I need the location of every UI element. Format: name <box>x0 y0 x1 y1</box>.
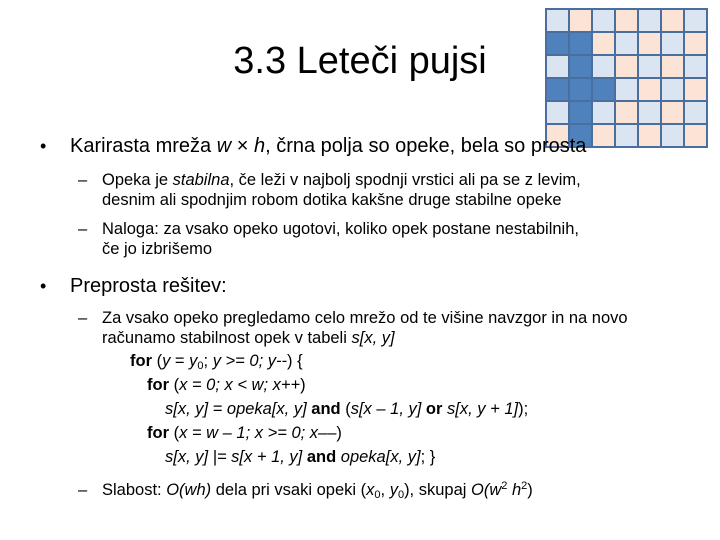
grid-cell-empty <box>616 102 637 123</box>
grid-cell-empty <box>639 79 660 100</box>
bullet-marker: • <box>40 276 47 296</box>
grid-cell-brick <box>570 33 591 54</box>
grid-cell-empty <box>662 102 683 123</box>
grid-cell-empty <box>616 10 637 31</box>
sub-bullet-marker: – <box>78 171 88 189</box>
bullet-text: Preprosta rešitev: <box>70 275 227 297</box>
grid-cell-empty <box>593 56 614 77</box>
grid-cell-empty <box>662 79 683 100</box>
grid-cell-brick <box>570 79 591 100</box>
grid-cell-empty <box>662 10 683 31</box>
grid-cell-empty <box>685 102 706 123</box>
grid-cell-brick <box>547 33 568 54</box>
grid-cell-empty <box>616 33 637 54</box>
code-line-3: s[x, y] = opeka[x, y] and (s[x – 1, y] or s[x, y + 1]); <box>165 400 529 418</box>
brick-grid <box>545 8 708 148</box>
grid-cell-empty <box>593 10 614 31</box>
grid-cell-empty <box>593 102 614 123</box>
sub-bullet-stable-definition: – Opeka je stabilna, če leži v najbolj spodnji vrstici ali pa se z levim, desnim ali spodnjim robom dotika kakšne druge stabilne opeke <box>78 171 581 209</box>
grid-cell-empty <box>685 33 706 54</box>
grid-cell-empty <box>662 125 683 146</box>
grid-cell-empty <box>616 56 637 77</box>
sub-bullet-approach: – Za vsako opeko pregledamo celo mrežo od te višine navzgor in na novo računamo stabilnost opek v tabeli s[x, y] <box>78 309 628 347</box>
grid-cell-brick <box>570 102 591 123</box>
bullet-grid-description <box>40 134 586 158</box>
sub-bullet-weakness: – Slabost: O(wh) dela pri vsaki opeki ($x_0$, $y_0$), skupaj $O(w^2$ $h^2$) <box>78 480 533 501</box>
bullet-text: Karirasta mreža w × h, črna polja so opeke, bela so prosta <box>70 135 587 157</box>
grid-cell-empty <box>547 102 568 123</box>
grid-cell-empty <box>593 125 614 146</box>
grid-cell-empty <box>616 125 637 146</box>
sub-bullet-task: – Naloga: za vsako opeko ugotovi, koliko opek postane nestabilnih, če jo izbrišemo <box>78 220 579 258</box>
grid-cell-empty <box>662 56 683 77</box>
grid-cell-empty <box>685 79 706 100</box>
grid-cell-empty <box>685 56 706 77</box>
grid-cell-empty <box>639 125 660 146</box>
grid-cell-brick <box>593 79 614 100</box>
grid-cell-brick <box>547 79 568 100</box>
grid-cell-empty <box>547 56 568 77</box>
grid-cell-empty <box>639 33 660 54</box>
code-line-2: for (x = 0; x < w; x++) <box>147 376 306 394</box>
code-line-5: s[x, y] |= s[x + 1, y] and opeka[x, y]; } <box>165 448 436 466</box>
code-line-4: for (x = w – 1; x >= 0; x––) <box>147 424 342 442</box>
grid-cell-empty <box>685 125 706 146</box>
bullet-marker: • <box>40 136 47 156</box>
bullet-simple-solution <box>40 274 227 298</box>
grid-cell-empty <box>685 10 706 31</box>
grid-cell-empty <box>639 56 660 77</box>
grid-cell-empty <box>616 79 637 100</box>
grid-cell-empty <box>639 10 660 31</box>
sub-bullet-marker: – <box>78 309 88 327</box>
grid-cell-empty <box>593 33 614 54</box>
sub-bullet-marker: – <box>78 481 88 499</box>
slide-title: 3.3 Leteči pujsi <box>233 40 487 82</box>
code-line-1: for ($y = y_0$; y >= 0; y--) { <box>130 352 303 372</box>
grid-cell-empty <box>547 10 568 31</box>
grid-cell-empty <box>570 10 591 31</box>
grid-cell-empty <box>662 33 683 54</box>
grid-cell-empty <box>639 102 660 123</box>
sub-bullet-marker: – <box>78 220 88 238</box>
grid-cell-brick <box>570 56 591 77</box>
